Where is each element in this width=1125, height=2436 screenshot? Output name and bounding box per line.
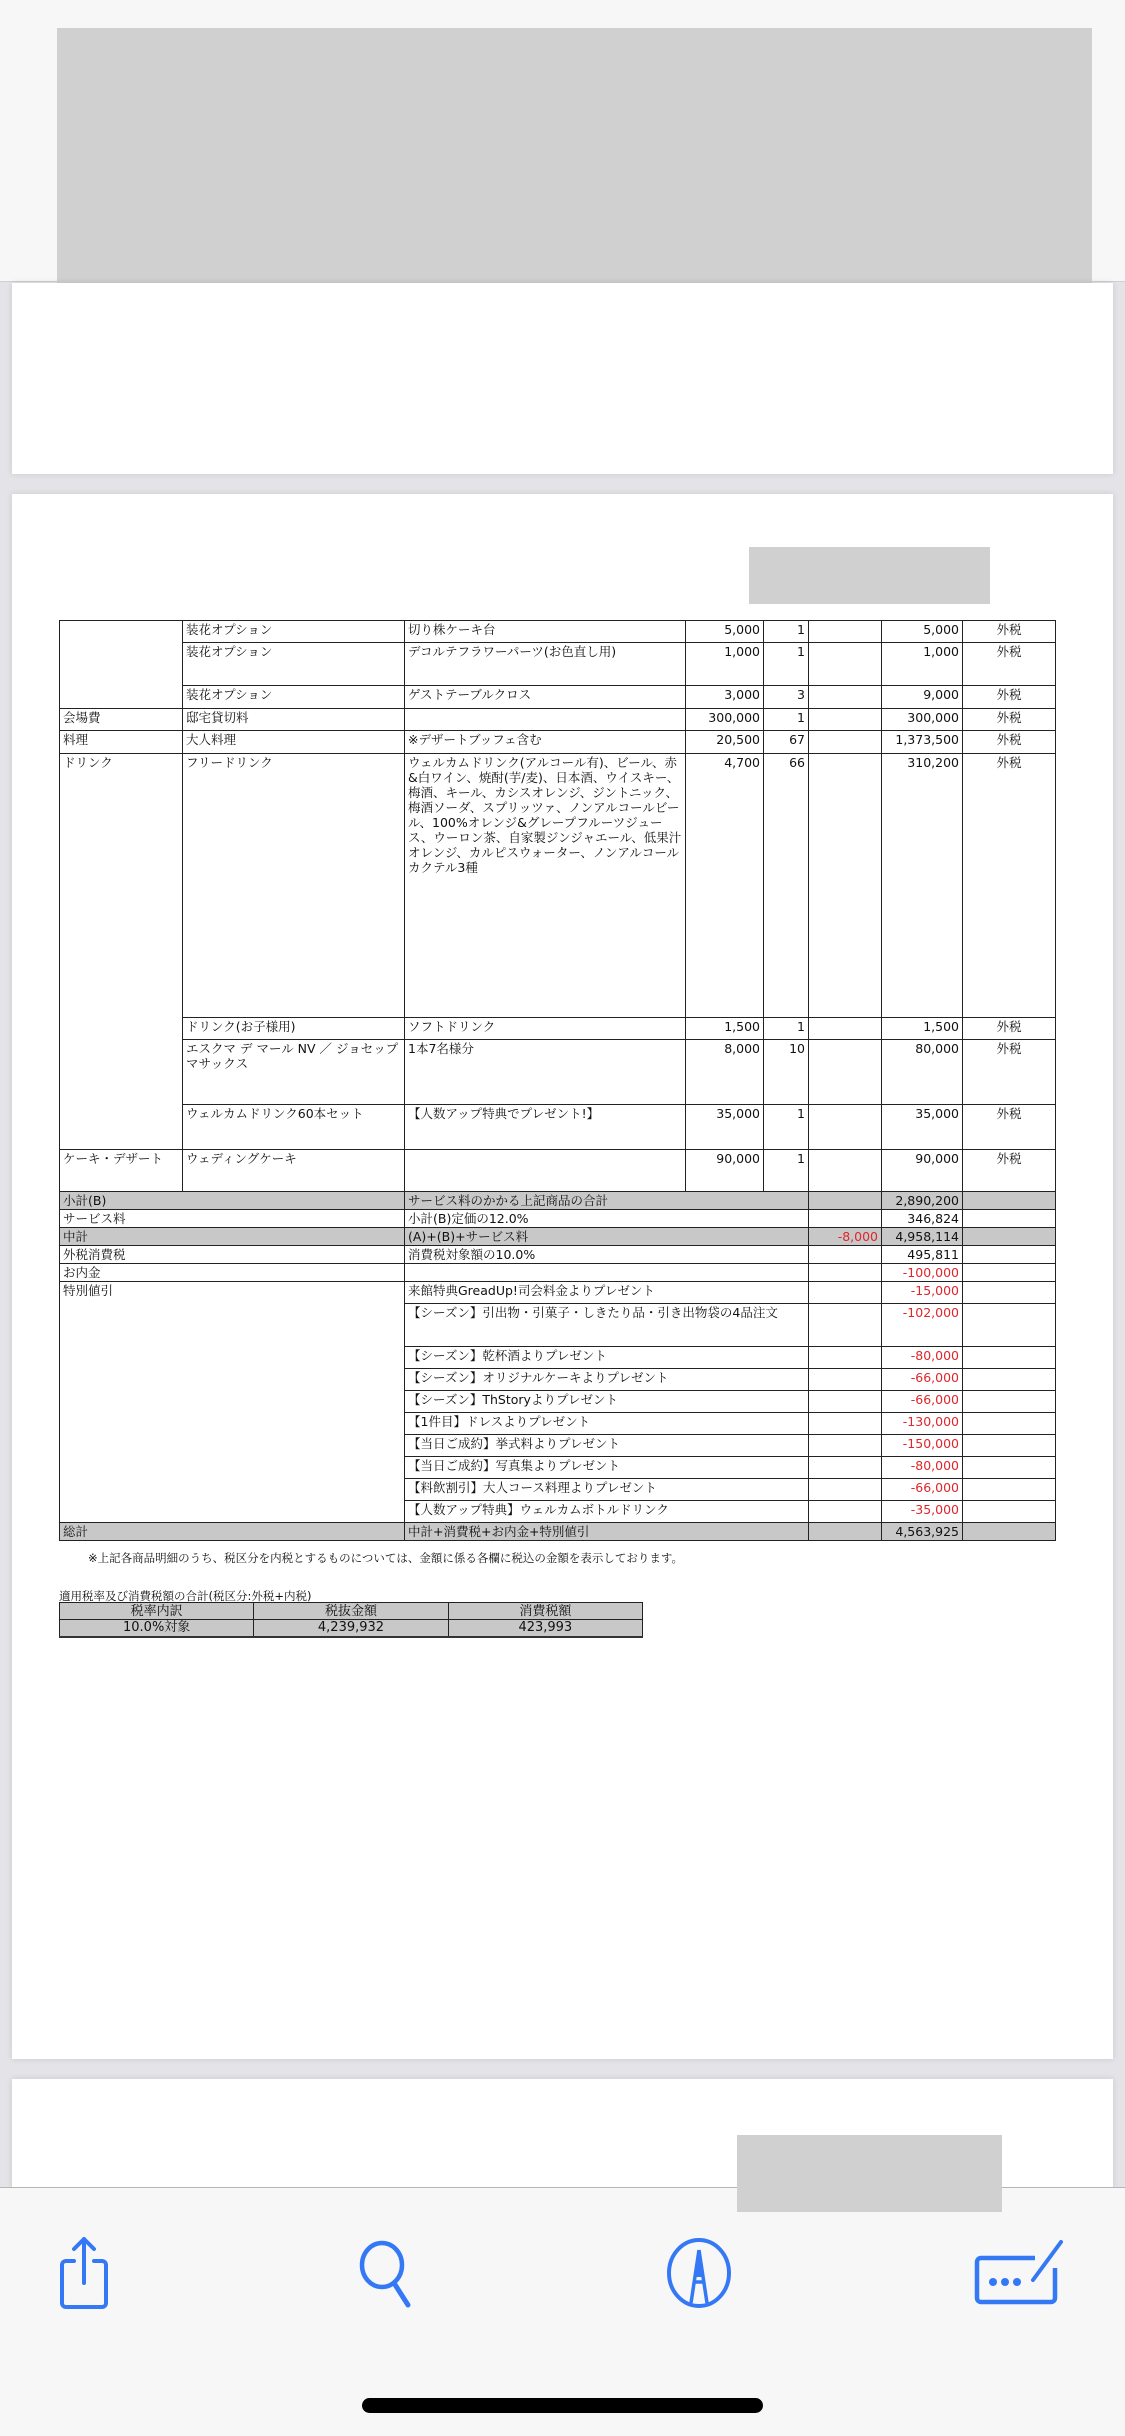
item-amount: 310,200	[882, 754, 963, 1018]
blank-cell	[963, 1501, 1056, 1523]
item-row	[60, 1105, 1056, 1150]
blank-cell	[963, 1246, 1056, 1264]
header-rate: 税率内訳	[60, 1603, 254, 1620]
rate: 10.0%対象	[60, 1620, 254, 1637]
quantity: 1	[764, 643, 809, 686]
search-button[interactable]	[348, 2233, 428, 2313]
share-button[interactable]	[44, 2233, 124, 2313]
summary-row	[60, 1228, 1056, 1246]
item-row	[60, 621, 1056, 643]
summary-desc	[405, 1264, 809, 1282]
discount-amount: -80,000	[882, 1457, 963, 1479]
unit-price: 300,000	[686, 709, 764, 731]
summary-row	[60, 1192, 1056, 1210]
discount-row	[60, 1282, 1056, 1304]
total-desc: 中計+消費税+お内金+特別値引	[405, 1523, 809, 1541]
discount-desc: 【当日ご成約】写真集よりプレゼント	[405, 1457, 809, 1479]
discount-desc: 【人数アップ特典】ウェルカムボトルドリンク	[405, 1501, 809, 1523]
blank-cell	[963, 1435, 1056, 1457]
discount-amount: -102,000	[882, 1304, 963, 1347]
quantity: 10	[764, 1040, 809, 1105]
markup-icon	[664, 2237, 734, 2309]
blank-cell	[963, 1210, 1056, 1228]
redacted-block	[737, 2135, 1002, 2212]
blank-cell	[963, 1479, 1056, 1501]
summary-desc: 消費税対象額の10.0%	[405, 1246, 809, 1264]
tax-type: 外税	[963, 1040, 1056, 1105]
item-detail: ソフトドリンク	[405, 1018, 686, 1040]
summary-label: 外税消費税	[60, 1246, 405, 1264]
blank-cell	[809, 709, 882, 731]
summary-label: お内金	[60, 1264, 405, 1282]
item-detail: ウェルカムドリンク(アルコール有)、ビール、赤&白ワイン、焼酎(芋/麦)、日本酒、ウイスキー、梅酒、キール、カシスオレンジ、ジントニック、梅酒ソーダ、スプリッツァ、ノンアルコールビール、100%オレンジ&グレープフルーツジュース、ウーロン茶、自家製ジンジャエール、低果汁オレンジ、カルピスウォーター、ノンアルコールカクテル3種	[405, 754, 686, 1018]
quantity: 1	[764, 709, 809, 731]
discount-amount: -80,000	[882, 1347, 963, 1369]
item-name: 装花オプション	[183, 643, 405, 686]
item-name: ドリンク(お子様用)	[183, 1018, 405, 1040]
item-amount: 300,000	[882, 709, 963, 731]
item-row	[60, 1018, 1056, 1040]
blank-cell	[809, 1457, 882, 1479]
item-detail: ゲストテーブルクロス	[405, 686, 686, 709]
discount-desc: 来館特典GreadUp!司会料金よりプレゼント	[405, 1282, 809, 1304]
item-row	[60, 643, 1056, 686]
item-amount: 80,000	[882, 1040, 963, 1105]
discount-amount: -130,000	[882, 1413, 963, 1435]
tax-type: 外税	[963, 709, 1056, 731]
item-row	[60, 754, 1056, 1018]
invoice-table	[59, 620, 1056, 1541]
blank-cell	[809, 1369, 882, 1391]
blank-cell	[809, 1040, 882, 1105]
item-amount: 1,373,500	[882, 731, 963, 754]
blank-cell	[809, 1479, 882, 1501]
tax-summary-table	[59, 1602, 643, 1638]
redacted-block	[749, 547, 990, 604]
header-pretax: 税抜金額	[254, 1603, 448, 1620]
blank-cell	[963, 1347, 1056, 1369]
discount-amount: -66,000	[882, 1391, 963, 1413]
total-row	[60, 1523, 1056, 1541]
adjustment	[809, 1192, 882, 1210]
quantity: 67	[764, 731, 809, 754]
unit-price: 8,000	[686, 1040, 764, 1105]
total-label: 総計	[60, 1523, 405, 1541]
discount-desc: 【1件目】ドレスよりプレゼント	[405, 1413, 809, 1435]
unit-price: 3,000	[686, 686, 764, 709]
item-amount: 90,000	[882, 1150, 963, 1192]
blank-cell	[963, 1413, 1056, 1435]
discount-desc: 【当日ご成約】挙式料よりプレゼント	[405, 1435, 809, 1457]
blank-cell	[963, 1192, 1056, 1210]
summary-label: 小計(B)	[60, 1192, 405, 1210]
summary-row	[60, 1246, 1056, 1264]
blank-cell	[963, 1391, 1056, 1413]
tax-type: 外税	[963, 643, 1056, 686]
quantity: 1	[764, 621, 809, 643]
markup-button[interactable]	[659, 2233, 739, 2313]
item-name: 大人料理	[183, 731, 405, 754]
adjustment	[809, 1210, 882, 1228]
item-name: 装花オプション	[183, 686, 405, 709]
discount-desc: 【シーズン】引出物・引菓子・しきたり品・引き出物袋の4品注文	[405, 1304, 809, 1347]
item-name: 装花オプション	[183, 621, 405, 643]
blank-cell	[809, 621, 882, 643]
tax-note: ※上記各商品明細のうち、税区分を内税とするものについては、金額に係る各欄に税込の金額を表示しております。	[88, 1551, 683, 1565]
quantity: 3	[764, 686, 809, 709]
category-cell: ケーキ・デザート	[60, 1150, 183, 1192]
item-detail	[405, 1150, 686, 1192]
item-name: エスクマ デ マール NV ／ ジョセップ マサックス	[183, 1040, 405, 1105]
unit-price: 90,000	[686, 1150, 764, 1192]
blank-cell	[809, 1347, 882, 1369]
discount-desc: 【シーズン】乾杯酒よりプレゼント	[405, 1347, 809, 1369]
quantity: 66	[764, 754, 809, 1018]
item-amount: 35,000	[882, 1105, 963, 1150]
blank-cell	[963, 1369, 1056, 1391]
item-name: ウェルカムドリンク60本セット	[183, 1105, 405, 1150]
item-detail: 切り株ケーキ台	[405, 621, 686, 643]
discount-amount: -35,000	[882, 1501, 963, 1523]
blank-cell	[809, 1304, 882, 1347]
unit-price: 1,500	[686, 1018, 764, 1040]
summary-row	[60, 1210, 1056, 1228]
category-cell: ドリンク	[60, 754, 183, 1150]
summary-label: 中計	[60, 1228, 405, 1246]
summary-desc: サービス料のかかる上記商品の合計	[405, 1192, 809, 1210]
header-tax: 消費税額	[448, 1603, 642, 1620]
blank-cell	[963, 1264, 1056, 1282]
fill-sign-button[interactable]	[968, 2233, 1078, 2313]
unit-price: 5,000	[686, 621, 764, 643]
item-detail: デコルテフラワーパーツ(お色直し用)	[405, 643, 686, 686]
item-row	[60, 1040, 1056, 1105]
quantity: 1	[764, 1150, 809, 1192]
item-detail: ※デザートブッフェ含む	[405, 731, 686, 754]
quantity: 1	[764, 1018, 809, 1040]
category-cell: 料理	[60, 731, 183, 754]
item-amount: 1,500	[882, 1018, 963, 1040]
discount-desc: 【シーズン】オリジナルケーキよりプレゼント	[405, 1369, 809, 1391]
blank-cell	[963, 1228, 1056, 1246]
item-name: ウェディングケーキ	[183, 1150, 405, 1192]
tax-type: 外税	[963, 1018, 1056, 1040]
home-indicator[interactable]	[362, 2398, 763, 2413]
discount-amount: -15,000	[882, 1282, 963, 1304]
item-amount: 1,000	[882, 643, 963, 686]
item-detail	[405, 709, 686, 731]
item-row	[60, 1150, 1056, 1192]
discount-amount: -150,000	[882, 1435, 963, 1457]
quantity: 1	[764, 1105, 809, 1150]
summary-amount: 346,824	[882, 1210, 963, 1228]
blank-cell	[809, 1435, 882, 1457]
discount-amount: -66,000	[882, 1369, 963, 1391]
tax-type: 外税	[963, 621, 1056, 643]
blank-cell	[809, 1523, 882, 1541]
summary-row	[60, 1264, 1056, 1282]
blank-cell	[809, 754, 882, 1018]
tax-summary-title: 適用税率及び消費税額の合計(税区分:外税+内税)	[59, 1589, 312, 1603]
blank-cell	[809, 1391, 882, 1413]
blank-cell	[809, 731, 882, 754]
category-cell	[60, 621, 183, 709]
unit-price: 1,000	[686, 643, 764, 686]
summary-desc: (A)+(B)+サービス料	[405, 1228, 809, 1246]
blank-cell	[809, 1501, 882, 1523]
item-name: フリードリンク	[183, 754, 405, 1018]
pretax-amount: 4,239,932	[254, 1620, 448, 1637]
tax-type: 外税	[963, 1105, 1056, 1150]
blank-cell	[809, 1282, 882, 1304]
category-cell: 会場費	[60, 709, 183, 731]
item-name: 邸宅貸切料	[183, 709, 405, 731]
discount-amount: -66,000	[882, 1479, 963, 1501]
tax-summary-row	[60, 1620, 643, 1637]
summary-amount: 4,958,114	[882, 1228, 963, 1246]
unit-price: 20,500	[686, 731, 764, 754]
adjustment	[809, 1246, 882, 1264]
summary-label: サービス料	[60, 1210, 405, 1228]
item-amount: 9,000	[882, 686, 963, 709]
search-icon	[356, 2237, 420, 2309]
tax-type: 外税	[963, 686, 1056, 709]
fill-sign-icon	[973, 2238, 1073, 2308]
tax-summary-header	[60, 1603, 643, 1620]
summary-amount: -100,000	[882, 1264, 963, 1282]
blank-cell	[963, 1304, 1056, 1347]
item-row	[60, 731, 1056, 754]
blank-cell	[809, 1105, 882, 1150]
summary-desc: 小計(B)定価の12.0%	[405, 1210, 809, 1228]
summary-amount: 495,811	[882, 1246, 963, 1264]
item-detail: 【人数アップ特典でプレゼント!】	[405, 1105, 686, 1150]
discount-desc: 【シーズン】ThStoryよりプレゼント	[405, 1391, 809, 1413]
item-row	[60, 686, 1056, 709]
summary-amount: 2,890,200	[882, 1192, 963, 1210]
blank-cell	[809, 1413, 882, 1435]
share-icon	[54, 2235, 114, 2311]
item-row	[60, 709, 1056, 731]
blank-cell	[963, 1457, 1056, 1479]
tax-type: 外税	[963, 1150, 1056, 1192]
blank-cell	[809, 643, 882, 686]
adjustment: -8,000	[809, 1228, 882, 1246]
total-amount: 4,563,925	[882, 1523, 963, 1541]
blank-cell	[809, 1150, 882, 1192]
tax-amount: 423,993	[448, 1620, 642, 1637]
blank-cell	[963, 1523, 1056, 1541]
item-amount: 5,000	[882, 621, 963, 643]
adjustment	[809, 1264, 882, 1282]
blank-cell	[809, 1018, 882, 1040]
blank-cell	[963, 1282, 1056, 1304]
discount-desc: 【料飲割引】大人コース料理よりプレゼント	[405, 1479, 809, 1501]
tax-type: 外税	[963, 754, 1056, 1018]
item-detail: 1本7名様分	[405, 1040, 686, 1105]
discount-label: 特別値引	[60, 1282, 405, 1523]
tax-type: 外税	[963, 731, 1056, 754]
blank-cell	[809, 686, 882, 709]
unit-price: 4,700	[686, 754, 764, 1018]
unit-price: 35,000	[686, 1105, 764, 1150]
pdf-page-1	[12, 283, 1113, 474]
